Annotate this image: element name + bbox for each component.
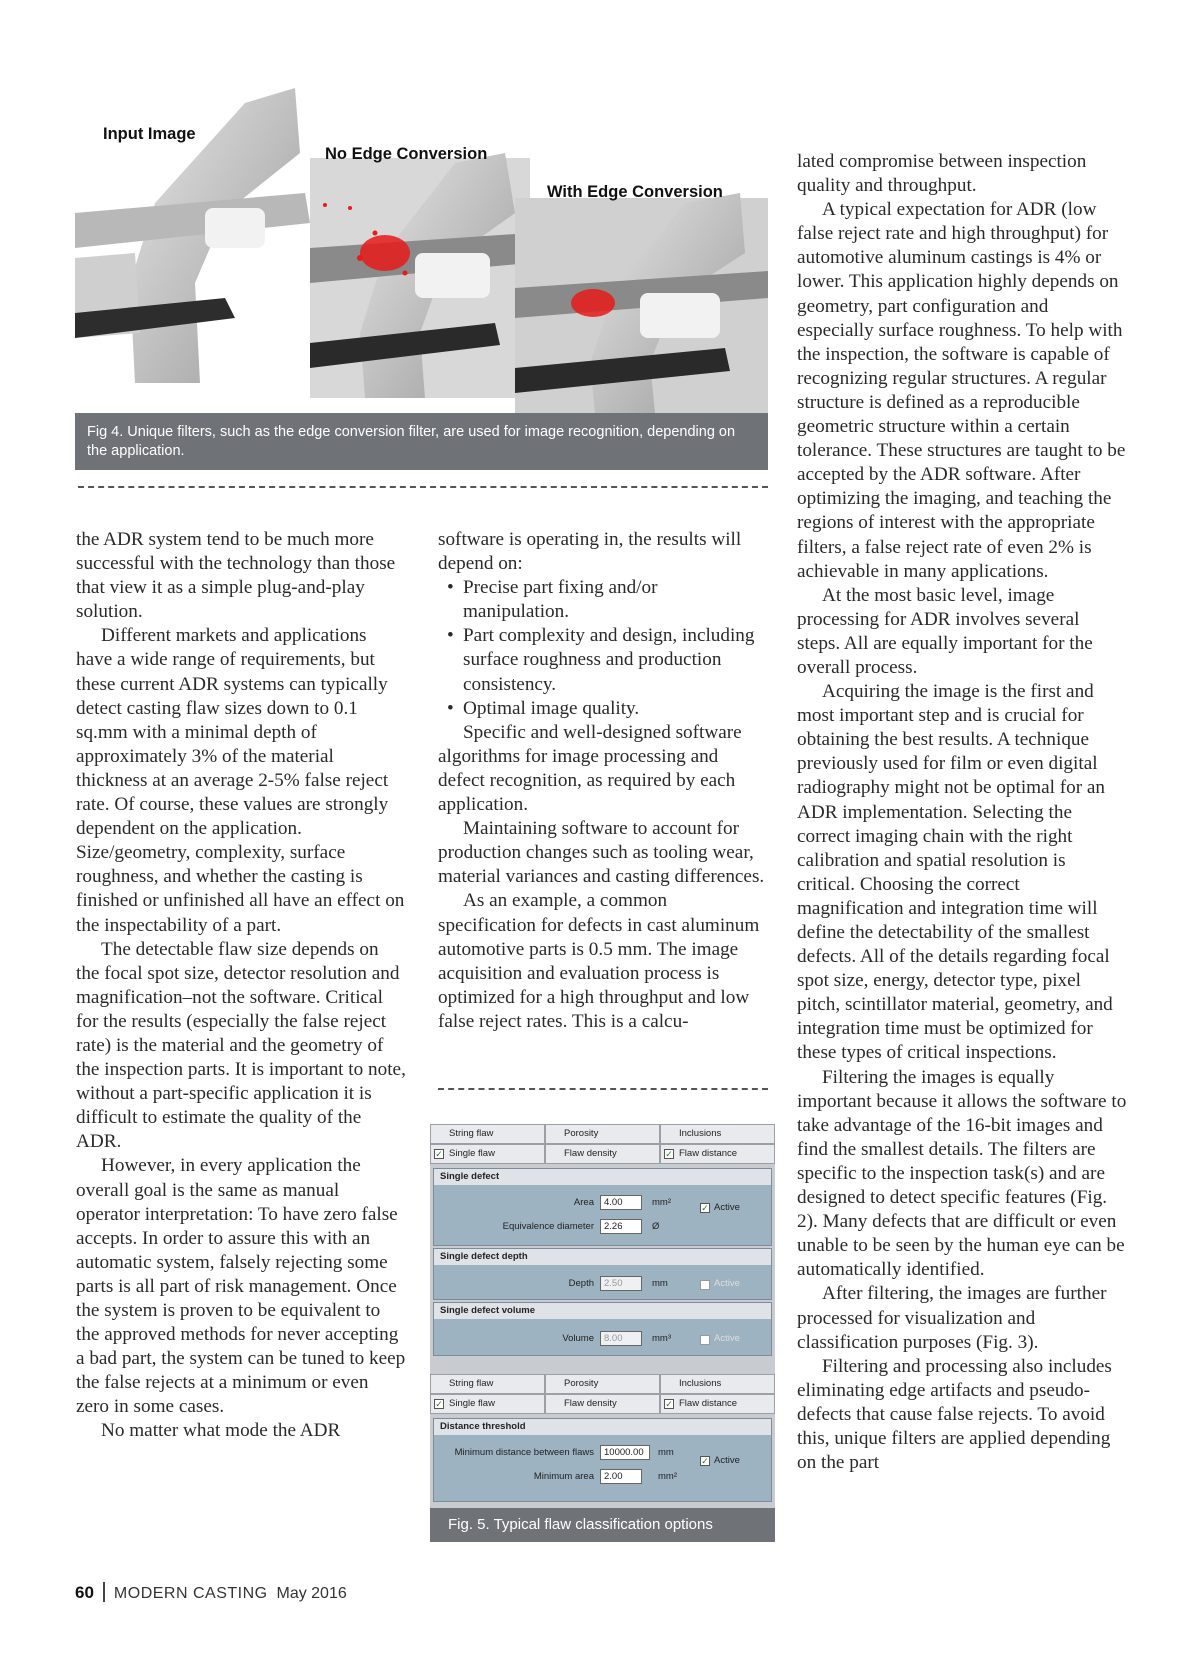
with-edge-conversion-panel	[515, 193, 768, 413]
min-area-label: Minimum area	[533, 1471, 594, 1482]
tab-flaw-distance[interactable]: ✓ Flaw distance	[660, 1394, 775, 1414]
bullet-item: • Optimal image quality.	[438, 697, 768, 721]
active-checkbox[interactable]: ✓	[701, 1203, 709, 1213]
equivalence-diameter-input[interactable]: 2.26	[600, 1219, 642, 1234]
active-label: Active	[714, 1333, 740, 1344]
tab-flaw-density[interactable]: Flaw density	[545, 1144, 660, 1164]
divider-dashed	[78, 486, 768, 488]
label-with-edge-conversion: With Edge Conversion	[547, 183, 723, 201]
page-footer	[75, 1582, 347, 1603]
label-input-image: Input Image	[103, 125, 196, 143]
min-distance-label: Minimum distance between flaws	[454, 1447, 594, 1458]
equivalence-diameter-unit: Ø	[652, 1221, 660, 1232]
page-number: 60	[75, 1583, 94, 1602]
no-edge-conversion-panel	[310, 153, 530, 398]
paragraph: After filtering, the images are further processed for visualization and classification purposes (Fig. 3).	[797, 1283, 1107, 1353]
tab-inclusions[interactable]: Inclusions	[660, 1374, 775, 1394]
figure-5-caption: Fig. 5. Typical flaw classification options	[430, 1508, 775, 1542]
paragraph: Maintaining software to account for production changes such as tooling wear, material variances and casting differences.	[438, 818, 765, 888]
divider-dashed	[438, 1088, 768, 1090]
panel-single-defect	[433, 1168, 772, 1246]
paragraph: As an example, a common specification for defects in cast aluminum automotive parts is 0.5 mm. The image acquisition and evaluation process is optimized for a high throughput and low false reject rates. This is a calcu-	[438, 890, 760, 1032]
tab-flaw-density[interactable]: Flaw density	[545, 1394, 660, 1414]
paragraph: At the most basic level, image processing for ADR involves several steps. All are equally important for the overall process.	[797, 584, 1093, 678]
label-no-edge-conversion: No Edge Conversion	[325, 145, 488, 163]
paragraph: the ADR system tend to be much more successful with the technology than those that view it as a simple plug-and-play solution.	[76, 529, 396, 623]
area-label: Area	[573, 1197, 594, 1208]
figure-5	[430, 1124, 775, 1542]
equivalence-diameter-label: Equivalence diameter	[502, 1221, 594, 1232]
panel-single-defect-volume	[433, 1302, 772, 1356]
min-area-unit: mm²	[658, 1471, 677, 1482]
active-checkbox[interactable]	[700, 1280, 710, 1290]
tab-string-flaw[interactable]: String flaw	[430, 1124, 545, 1144]
active-checkbox[interactable]	[700, 1335, 710, 1345]
tab-single-flaw[interactable]: ✓ Single flaw	[430, 1144, 545, 1164]
panel-single-defect-depth	[433, 1248, 772, 1300]
check-icon[interactable]: ✓	[665, 1149, 673, 1159]
check-icon[interactable]: ✓	[435, 1149, 443, 1159]
paragraph: Filtering and processing also includes eliminating edge artifacts and pseudo-defects that cause false rejects. To avoid this, unique filters are applied depending on the part	[797, 1355, 1112, 1474]
tab-porosity[interactable]: Porosity	[545, 1374, 660, 1394]
area-unit: mm²	[652, 1197, 671, 1208]
check-icon[interactable]: ✓	[665, 1399, 673, 1409]
column-1	[76, 528, 406, 1444]
paragraph: The detectable flaw size depends on the focal spot size, detector resolution and magnification–not the software. Critical for the results (especially the false reject rate) is the material and the geometry of the inspection parts. It is important to note, without a part-specific application it is difficult to estimate the quality of the ADR.	[76, 938, 406, 1153]
paragraph: Acquiring the image is the first and most important step and is crucial for obtaining the best results. A technique previously used for film or even digital radiography might not be optimal for an ADR implementation. Selecting the correct imaging chain with the right calibration and spatial resolution is critical. Choosing the correct magnification and integration time will define the detectability of the smallest defects. All of the details regarding focal spot size, energy, detector type, pixel pitch, scintillator material, geometry, and integration time must be optimized for these types of critical inspections.	[797, 681, 1113, 1064]
panel-title: Single defect depth	[434, 1249, 771, 1265]
tab-inclusions[interactable]: Inclusions	[660, 1124, 775, 1144]
paragraph: However, in every application the overall goal is the same as manual operator interpretation: To have zero false accepts. In order to assure this with an automatic system, falsely rejecting some parts is all part of risk management. Once the system is proven to be equivalent to the approved methods for never accepting a bad part, the system can be tuned to keep the false rejects at a minimum or even zero in some cases.	[76, 1155, 406, 1418]
paragraph: lated compromise between inspection quality and throughput.	[797, 151, 1087, 197]
panel-title: Distance threshold	[434, 1419, 771, 1435]
issue-date: May 2016	[276, 1585, 347, 1602]
active-label: Active	[714, 1278, 740, 1289]
column-2	[438, 528, 768, 1034]
volume-unit: mm³	[652, 1333, 671, 1344]
tab-flaw-distance[interactable]: ✓ Flaw distance	[660, 1144, 775, 1164]
min-distance-unit: mm	[658, 1447, 674, 1458]
depth-input[interactable]: 2.50	[600, 1276, 642, 1291]
paragraph: Different markets and applications have a wide range of requirements, but these current ADR systems can typically detect casting flaw sizes down to 0.1 sq.mm with a minimal depth of approximately 3% of the material thickness at an average 2-5% false reject rate. Of course, these values are strongly dependent on the application. Size/geometry, complexity, surface roughness, and whether the casting is finished or unfinished all have an effect on the inspectability of a part.	[76, 625, 405, 936]
paragraph: software is operating in, the results will depend on:	[438, 529, 742, 575]
active-checkbox[interactable]: ✓	[701, 1456, 709, 1466]
active-label: Active	[714, 1455, 740, 1466]
min-area-input[interactable]: 2.00	[600, 1469, 642, 1484]
volume-input[interactable]: 8.00	[600, 1331, 642, 1346]
tab-single-flaw[interactable]: ✓ Single flaw	[430, 1394, 545, 1414]
check-icon[interactable]: ✓	[435, 1399, 443, 1409]
tab-string-flaw[interactable]: String flaw	[430, 1374, 545, 1394]
magazine-name: MODERN CASTING	[113, 1585, 268, 1602]
panel-distance-threshold	[433, 1418, 772, 1502]
volume-label: Volume	[562, 1333, 594, 1344]
depth-label: Depth	[568, 1278, 594, 1289]
footer-divider	[103, 1582, 105, 1602]
min-distance-input[interactable]: 10000.00	[600, 1445, 650, 1460]
paragraph: No matter what mode the ADR	[101, 1420, 341, 1442]
paragraph: A typical expectation for ADR (low false reject rate and high throughput) for automotive aluminum castings is 4% or lower. This application highly depends on geometry, part configuration and especially surface roughness. To help with the inspection, the software is capable of recognizing regular structures. A regular structure is defined as a reproducible geometric structure within a certain tolerance. These structures are taught to be accepted by the ADR software. After optimizing the imaging, and teaching the regions of interest with the appropriate filters, a false reject rate of even 2% is achievable in many applications.	[797, 199, 1126, 582]
area-input[interactable]: 4.00	[600, 1195, 642, 1210]
figure-4-caption: Fig 4. Unique filters, such as the edge conversion filter, are used for image recognition, depending on the application.	[75, 413, 768, 470]
column-3	[797, 150, 1127, 1475]
active-label: Active	[714, 1202, 740, 1213]
figure-4	[75, 83, 768, 413]
paragraph: Specific and well-designed software algorithms for image processing and defect recognition, as required by each application.	[438, 721, 742, 816]
paragraph: Filtering the images is equally important because it allows the software to take advantage of the 16-bit images and find the smallest details. The filters are specific to the inspection task(s) and are designed to detect specific features (Fig. 2). Many defects that are difficult or even unable to be seen by the human eye can be automatically identified.	[797, 1066, 1127, 1281]
panel-title: Single defect volume	[434, 1303, 771, 1319]
depth-unit: mm	[652, 1278, 668, 1289]
bullet-item: • Part complexity and design, including surface roughness and production consistency.	[438, 624, 768, 696]
bullet-item: • Precise part fixing and/or manipulation.	[438, 576, 768, 624]
panel-title: Single defect	[434, 1169, 771, 1185]
tab-porosity[interactable]: Porosity	[545, 1124, 660, 1144]
